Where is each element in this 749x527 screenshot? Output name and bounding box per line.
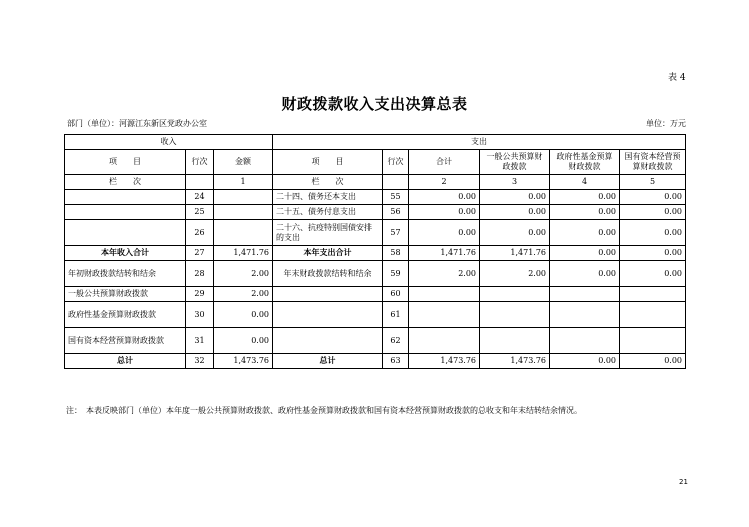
income-item: 年初财政拨款结转和结余 (65, 261, 186, 287)
expense-row-no: 60 (383, 287, 409, 302)
income-row-no-header: 行次 (186, 150, 214, 175)
table-row (65, 220, 686, 246)
income-item: 政府性基金预算财政拨款 (65, 302, 186, 328)
general-value (480, 328, 550, 354)
col-index-4: 4 (550, 175, 620, 190)
income-amount: 0.00 (214, 302, 273, 328)
expense-row-no-header: 行次 (383, 150, 409, 175)
expense-row-no: 62 (383, 328, 409, 354)
expense-item: 二十四、债务还本支出 (273, 190, 383, 205)
expense-row-no: 55 (383, 190, 409, 205)
gov-fund-header: 政府性基金预算财政拨款 (550, 150, 620, 175)
expense-row-no: 59 (383, 261, 409, 287)
table-number: 表 4 (668, 73, 686, 83)
general-value: 1,473.76 (480, 354, 550, 369)
income-amount: 1,471.76 (214, 246, 273, 261)
general-value (480, 302, 550, 328)
income-row-no: 28 (186, 261, 214, 287)
expense-item (273, 287, 383, 302)
col-index-5: 5 (620, 175, 686, 190)
income-row-no: 26 (186, 220, 214, 246)
general-value: 1,471.76 (480, 246, 550, 261)
page-number: 21 (679, 478, 688, 486)
col-index-2: 2 (409, 175, 480, 190)
expense-header: 支出 (273, 135, 686, 150)
total-value: 0.00 (409, 190, 480, 205)
expense-row-no: 58 (383, 246, 409, 261)
col-empty (186, 175, 214, 190)
expense-item: 总计 (273, 354, 383, 369)
total-value: 2.00 (409, 261, 480, 287)
department-label: 部门（单位）：河源江东新区党政办公室 (67, 119, 207, 128)
fund-value: 0.00 (550, 205, 620, 220)
table-row (65, 302, 686, 328)
total-value: 0.00 (409, 205, 480, 220)
expense-item-header: 项 目 (273, 150, 383, 175)
income-amount (214, 205, 273, 220)
capital-value: 0.00 (620, 261, 686, 287)
page-title: 财政拨款收入支出决算总表 (281, 95, 468, 113)
col-index-1: 1 (214, 175, 273, 190)
total-value (409, 287, 480, 302)
header-row-2 (65, 150, 686, 175)
total-value (409, 328, 480, 354)
income-row-no: 24 (186, 190, 214, 205)
table-row (65, 261, 686, 287)
income-row-no: 31 (186, 328, 214, 354)
capital-value (620, 328, 686, 354)
income-item (65, 190, 186, 205)
col-label-2: 栏 次 (273, 175, 383, 190)
expense-row-no: 57 (383, 220, 409, 246)
column-index-row (65, 175, 686, 190)
budget-summary-table (64, 134, 686, 369)
total-value: 1,473.76 (409, 354, 480, 369)
fund-value (550, 302, 620, 328)
capital-value: 0.00 (620, 205, 686, 220)
footnote: 注： 本表反映部门（单位）本年度一般公共预算财政拨款、政府性基金预算财政拨款和国有资本经营预算财政拨款的总收支和年末结转结余情况。 (66, 406, 582, 415)
total-value (409, 302, 480, 328)
fund-value: 0.00 (550, 246, 620, 261)
fund-value (550, 328, 620, 354)
income-item (65, 205, 186, 220)
general-value: 0.00 (480, 205, 550, 220)
income-amount: 2.00 (214, 261, 273, 287)
income-amount (214, 220, 273, 246)
table-row (65, 354, 686, 369)
table-row (65, 328, 686, 354)
income-amount: 0.00 (214, 328, 273, 354)
income-row-no: 32 (186, 354, 214, 369)
income-amount: 1,473.76 (214, 354, 273, 369)
income-amount (214, 190, 273, 205)
total-header: 合计 (409, 150, 480, 175)
income-item: 一般公共预算财政拨款 (65, 287, 186, 302)
capital-value: 0.00 (620, 190, 686, 205)
expense-item: 本年支出合计 (273, 246, 383, 261)
income-item: 国有资本经营预算财政拨款 (65, 328, 186, 354)
income-row-no: 25 (186, 205, 214, 220)
expense-item (273, 302, 383, 328)
expense-item: 年末财政拨款结转和结余 (273, 261, 383, 287)
capital-value (620, 302, 686, 328)
col-label: 栏 次 (65, 175, 186, 190)
col-index-3: 3 (480, 175, 550, 190)
income-row-no: 30 (186, 302, 214, 328)
unit-label: 单位：万元 (646, 119, 686, 128)
general-budget-header: 一般公共预算财政拨款 (480, 150, 550, 175)
income-row-no: 29 (186, 287, 214, 302)
capital-value: 0.00 (620, 220, 686, 246)
expense-item: 二十五、债务付息支出 (273, 205, 383, 220)
income-item (65, 220, 186, 246)
total-value: 0.00 (409, 220, 480, 246)
state-capital-header: 国有资本经营预算财政拨款 (620, 150, 686, 175)
income-row-no: 27 (186, 246, 214, 261)
total-value: 1,471.76 (409, 246, 480, 261)
fund-value (550, 287, 620, 302)
fund-value: 0.00 (550, 220, 620, 246)
income-item-header: 项 目 (65, 150, 186, 175)
capital-value (620, 287, 686, 302)
capital-value: 0.00 (620, 354, 686, 369)
header-row-1 (65, 135, 686, 150)
table-row (65, 190, 686, 205)
income-amount-header: 金额 (214, 150, 273, 175)
income-amount: 2.00 (214, 287, 273, 302)
general-value (480, 287, 550, 302)
expense-row-no: 56 (383, 205, 409, 220)
table-row (65, 287, 686, 302)
fund-value: 0.00 (550, 354, 620, 369)
expense-row-no: 63 (383, 354, 409, 369)
fund-value: 0.00 (550, 190, 620, 205)
income-item: 本年收入合计 (65, 246, 186, 261)
table-row (65, 205, 686, 220)
expense-row-no: 61 (383, 302, 409, 328)
general-value: 0.00 (480, 220, 550, 246)
expense-item (273, 328, 383, 354)
general-value: 0.00 (480, 190, 550, 205)
col-empty (383, 175, 409, 190)
expense-item: 二十六、抗疫特别国债安排的支出 (273, 220, 383, 246)
general-value: 2.00 (480, 261, 550, 287)
capital-value: 0.00 (620, 246, 686, 261)
income-header: 收入 (65, 135, 273, 150)
table-row (65, 246, 686, 261)
fund-value: 0.00 (550, 261, 620, 287)
income-item: 总计 (65, 354, 186, 369)
